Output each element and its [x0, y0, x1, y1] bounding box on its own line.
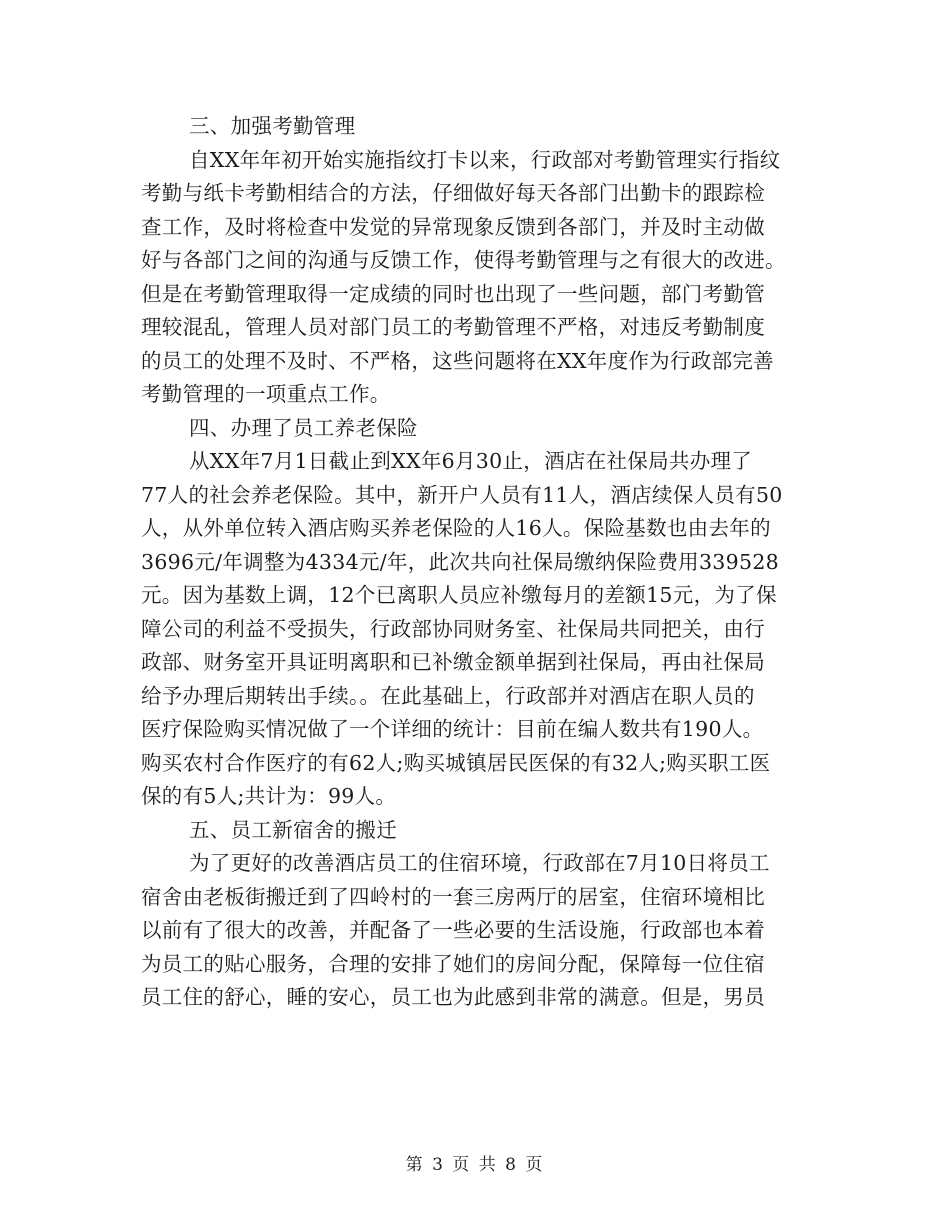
paragraph-line: 保的有5人;共计为：99人。	[141, 784, 397, 808]
paragraph-line: 元。因为基数上调，12个已离职人员应补缴每月的差额15元，为了保	[141, 583, 777, 607]
paragraph-line: 好与各部门之间的沟通与反馈工作，使得考勤管理与之有很大的改进。	[141, 248, 786, 272]
paragraph-line: 考勤管理的一项重点工作。	[141, 382, 391, 406]
paragraph-line: 医疗保险购买情况做了一个详细的统计：目前在编人数共有190人。	[141, 717, 764, 741]
page-footer: 第 3 页 共 8 页	[405, 1155, 545, 1175]
paragraph-line: 政部、财务室开具证明离职和已补缴金额单据到社保局，再由社保局	[141, 650, 765, 674]
paragraph-line: 自XX年年初开始实施指纹打卡以来，行政部对考勤管理实行指纹	[189, 147, 781, 172]
paragraph-line: 以前有了很大的改善，并配备了一些必要的生活设施，行政部也本着	[141, 918, 765, 942]
section-heading: 四、办理了员工养老保险	[189, 415, 418, 440]
paragraph-line: 查工作，及时将检查中发觉的异常现象反馈到各部门，并及时主动做	[141, 214, 765, 239]
paragraph-line: 从XX年7月1日截止到XX年6月30止，酒店在社保局共办理了	[189, 449, 753, 473]
paragraph-line: 的员工的处理不及时、不严格，这些问题将在XX年度作为行政部完善	[141, 348, 774, 373]
paragraph-line: 为员工的贴心服务，合理的安排了她们的房间分配，保障每一位住宿	[141, 951, 765, 976]
paragraph-line: 77人的社会养老保险。其中，新开户人员有11人，酒店续保人员有50	[141, 482, 783, 507]
paragraph-line: 购买农村合作医疗的有62人;购买城镇居民医保的有32人;购买职工医	[141, 750, 771, 775]
document-body	[141, 110, 813, 1015]
paragraph-line: 考勤与纸卡考勤相结合的方法，仔细做好每天各部门出勤卡的跟踪检	[141, 181, 765, 205]
paragraph-line: 理较混乱，管理人员对部门员工的考勤管理不严格，对违反考勤制度	[141, 315, 765, 339]
paragraph-line: 人，从外单位转入酒店购买养老保险的人16人。保险基数也由去年的	[141, 516, 771, 540]
paragraph-line: 障公司的利益不受损失，行政部协同财务室、社保局共同把关，由行	[141, 616, 765, 641]
paragraph-line: 但是在考勤管理取得一定成绩的同时也出现了一些问题，部门考勤管	[141, 281, 765, 306]
section-heading: 五、员工新宿舍的搬迁	[189, 817, 397, 842]
paragraph-line: 为了更好的改善酒店员工的住宿环境，行政部在7月10日将员工	[189, 851, 770, 875]
paragraph-line: 员工住的舒心，睡的安心，员工也为此感到非常的满意。但是，男员	[141, 985, 765, 1009]
paragraph-line: 给予办理后期转出手续。。在此基础上，行政部并对酒店在职人员的	[141, 683, 755, 708]
paragraph-line: 宿舍由老板街搬迁到了四岭村的一套三房两厅的居室，住宿环境相比	[141, 884, 765, 909]
section-heading: 三、加强考勤管理	[189, 114, 356, 138]
paragraph-line: 3696元/年调整为4334元/年，此次共向社保局缴纳保险费用339528	[141, 549, 780, 574]
